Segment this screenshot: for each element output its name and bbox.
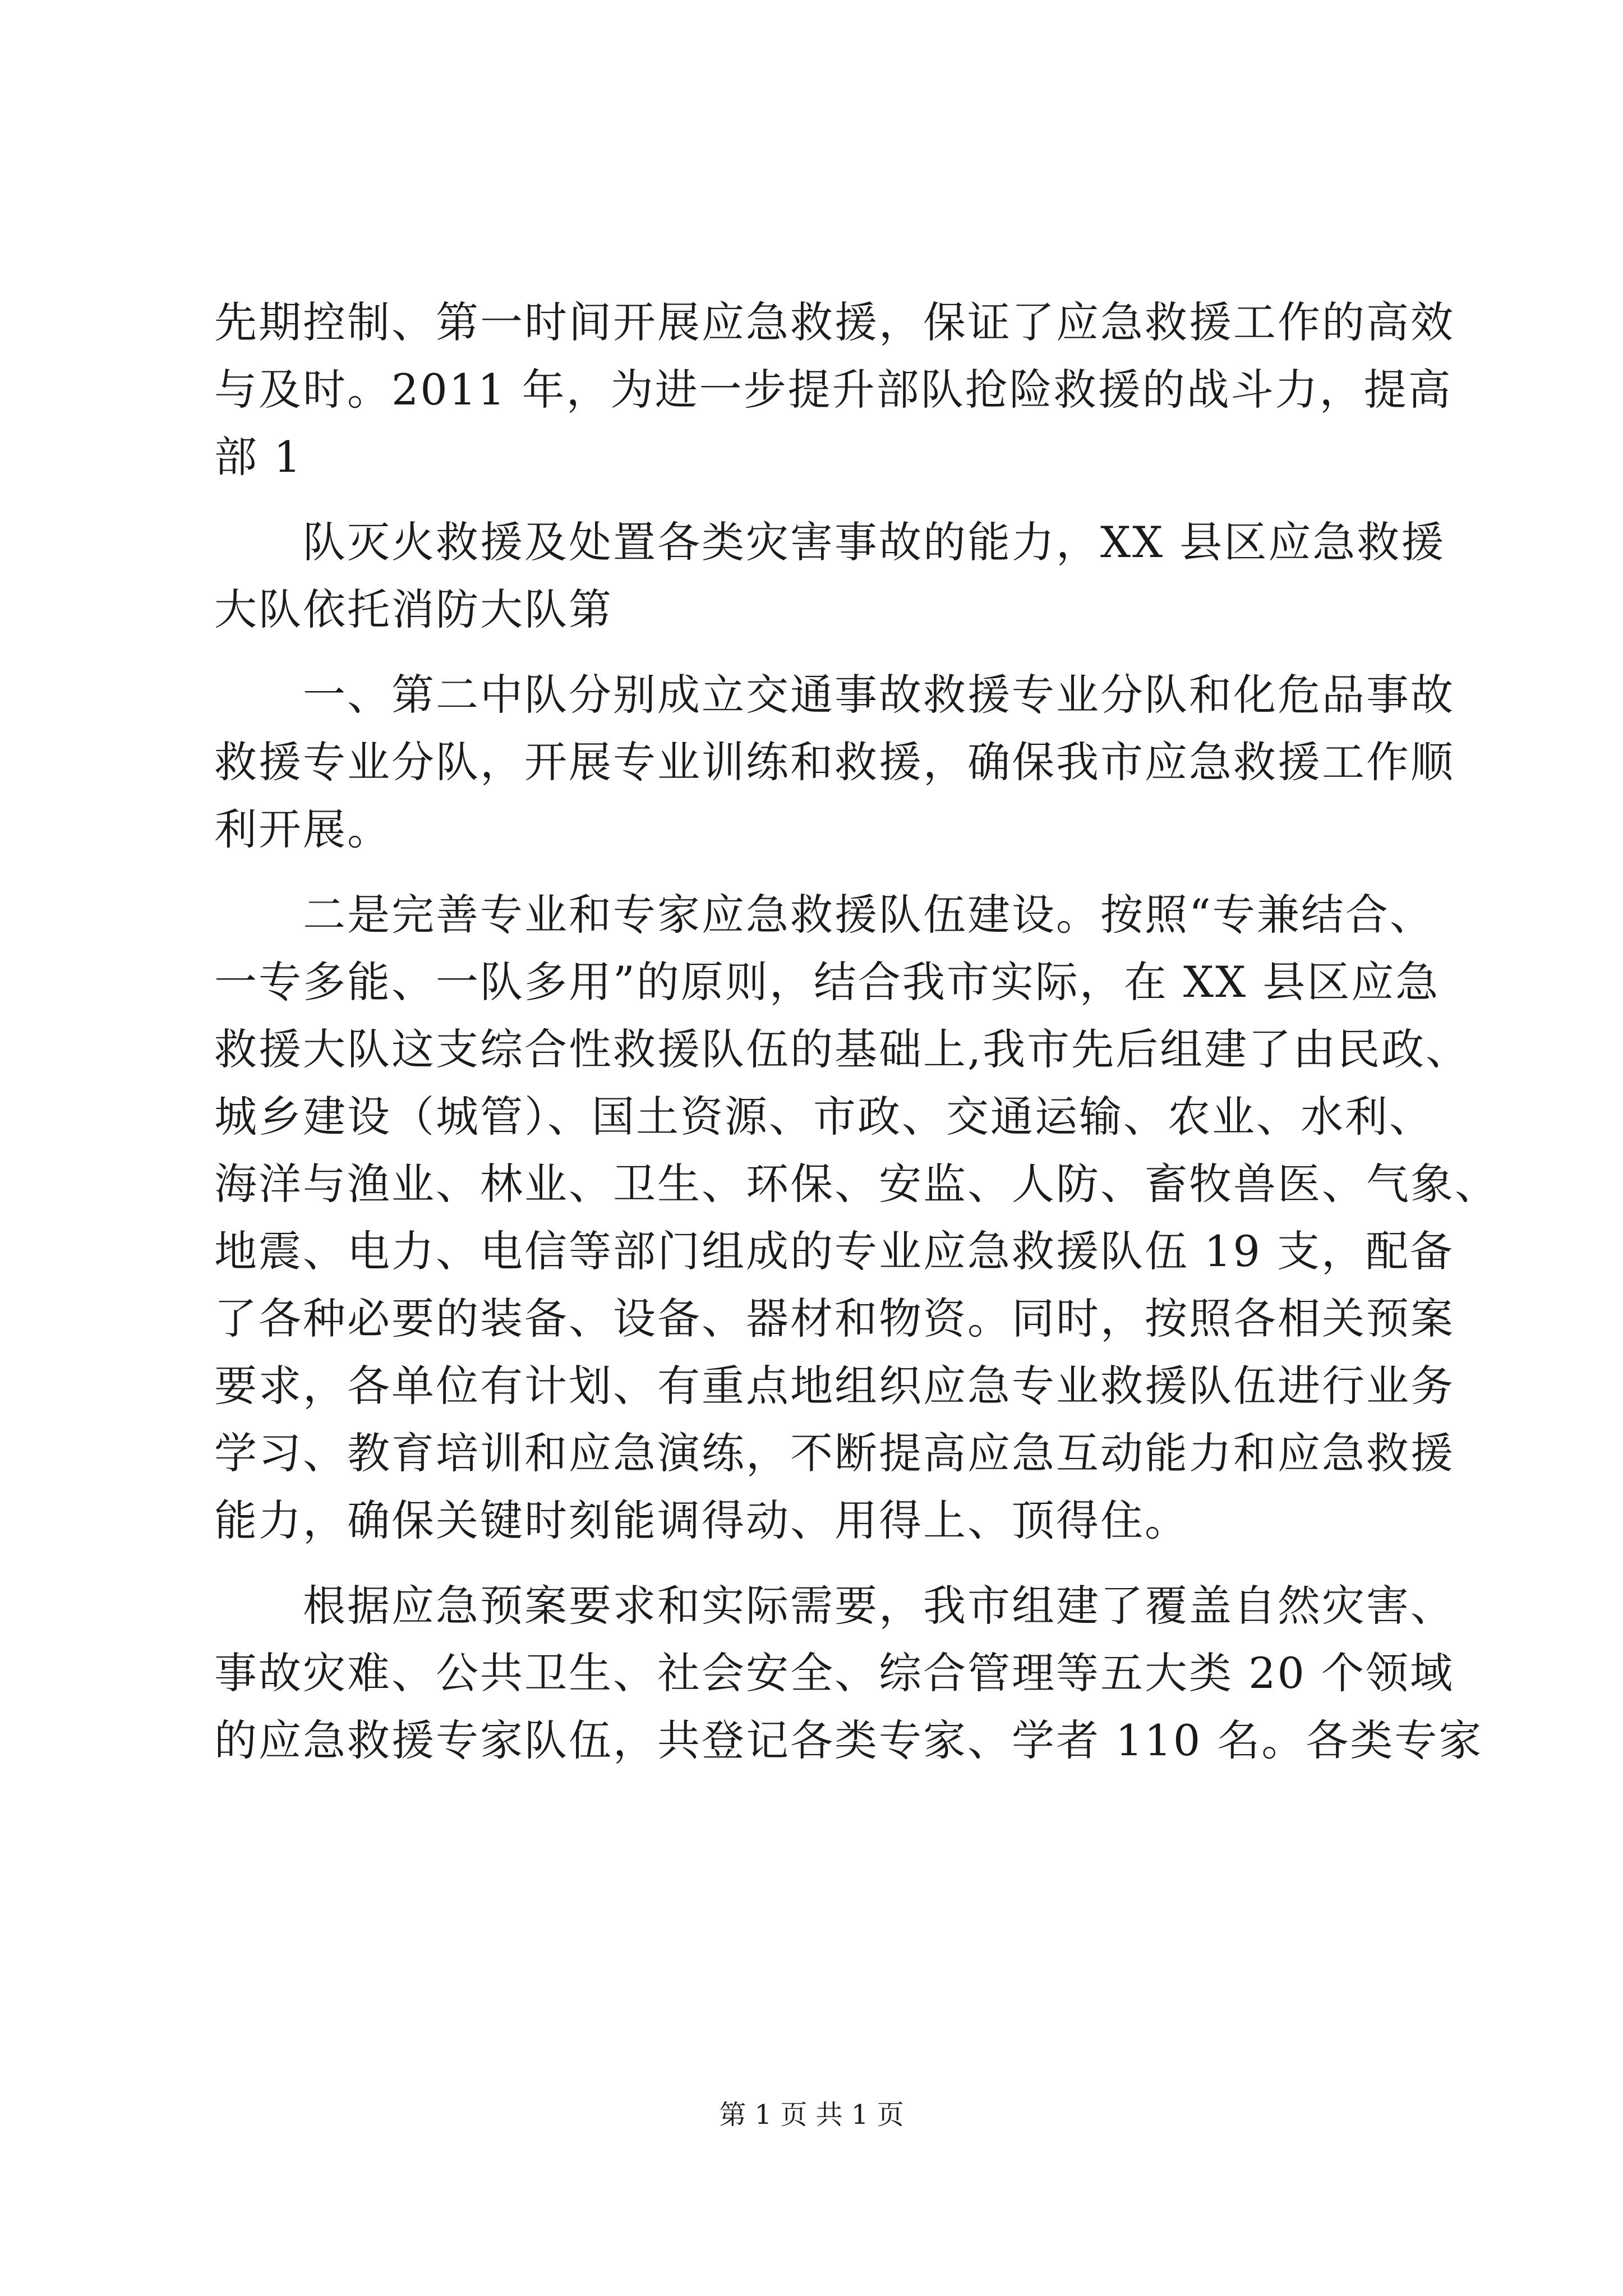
text-line: 利开展。 xyxy=(214,804,391,854)
text-line: 城乡建设（城管）、国土资源、市政、交通运输、农业、水利、 xyxy=(214,1092,1433,1142)
text-line: 地震、电力、电信等部门组成的专业应急救援队伍 19 支，配备 xyxy=(214,1226,1455,1276)
page-footer: 第 1 页 共 1 页 xyxy=(719,2099,904,2131)
text-line: 学习、教育培训和应急演练，不断提高应急互动能力和应急救援 xyxy=(214,1428,1455,1478)
text-line: 的应急救援专家队伍，共登记各类专家、学者 110 名。各类专家 xyxy=(214,1715,1483,1765)
text-line: 救援专业分队，开展专业训练和救援，确保我市应急救援工作顺 xyxy=(214,737,1455,787)
text-line: 救援大队这支综合性救援队伍的基础上,我市先后组建了由民政、 xyxy=(214,1024,1470,1074)
text-line: 部 1 xyxy=(214,432,303,482)
text-line: 根据应急预案要求和实际需要，我市组建了覆盖自然灾害、 xyxy=(214,1581,1455,1631)
text-line: 二是完善专业和专家应急救援队伍建设。按照“专兼结合、 xyxy=(214,890,1434,940)
text-line: 海洋与渔业、林业、卫生、环保、安监、人防、畜牧兽医、气象、 xyxy=(214,1159,1499,1209)
text-line: 能力，确保关键时刻能调得动、用得上、顶得住。 xyxy=(214,1496,1189,1545)
text-line: 一专多能、一队多用”的原则，结合我市实际，在 XX 县区应急 xyxy=(214,957,1440,1007)
text-line: 大队依托消防大队第 xyxy=(214,585,613,634)
text-line: 先期控制、第一时间开展应急救援，保证了应急救援工作的高效 xyxy=(214,297,1455,347)
text-line: 要求，各单位有计划、有重点地组织应急专业救援队伍进行业务 xyxy=(214,1361,1455,1411)
text-line: 了各种必要的装备、设备、器材和物资。同时，按照各相关预案 xyxy=(214,1294,1455,1343)
text-line: 一、第二中队分别成立交通事故救援专业分队和化危品事故 xyxy=(214,670,1455,720)
text-line: 与及时。2011 年，为进一步提升部队抢险救援的战斗力，提高 xyxy=(214,365,1453,415)
text-line: 队灭火救援及处置各类灾害事故的能力，XX 县区应急救援 xyxy=(214,517,1446,567)
document-body xyxy=(214,289,1499,1774)
text-line: 事故灾难、公共卫生、社会安全、综合管理等五大类 20 个领域 xyxy=(214,1648,1455,1698)
